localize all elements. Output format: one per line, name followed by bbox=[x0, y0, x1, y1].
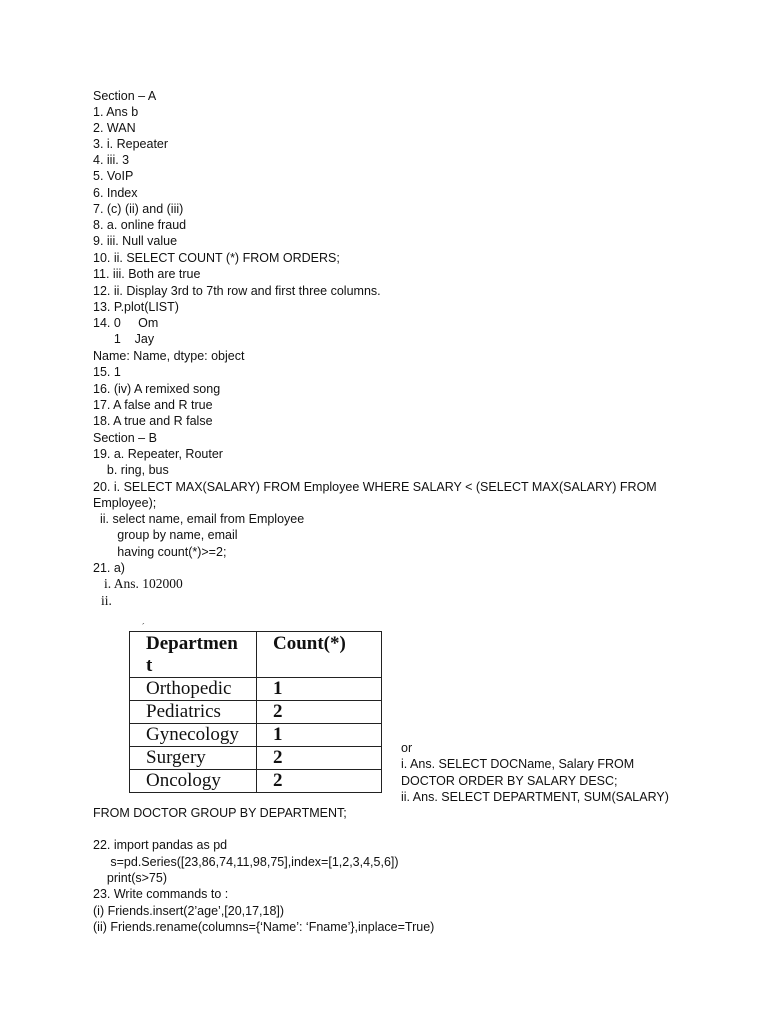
answer-line: having count(*)>=2; bbox=[93, 545, 227, 559]
answer-line: 13. P.plot(LIST) bbox=[93, 300, 179, 314]
answer-line: 17. A false and R true bbox=[93, 398, 213, 412]
department-cell: Oncology bbox=[130, 770, 257, 793]
q22-line: 22. import pandas as pd bbox=[93, 838, 228, 852]
count-cell: 2 bbox=[257, 770, 382, 793]
count-cell: 2 bbox=[257, 747, 382, 770]
answer-line: Name: Name, dtype: object bbox=[93, 349, 245, 363]
table-row bbox=[130, 747, 382, 770]
alt-answer-line: DOCTOR ORDER BY SALARY DESC; bbox=[401, 774, 618, 788]
answer-line: 5. VoIP bbox=[93, 169, 134, 183]
alt-answer-line: ii. Ans. SELECT DEPARTMENT, SUM(SALARY) bbox=[401, 790, 669, 804]
table-row bbox=[130, 770, 382, 793]
answer-line: 1 Jay bbox=[93, 332, 155, 346]
answer-21-ii: ii. bbox=[101, 593, 112, 608]
count-cell: 2 bbox=[257, 701, 382, 724]
alt-answer-line: i. Ans. SELECT DOCName, Salary FROM bbox=[401, 757, 635, 771]
answer-line: 8. a. online fraud bbox=[93, 218, 187, 232]
answer-line: 9. iii. Null value bbox=[93, 234, 178, 248]
department-cell: Gynecology bbox=[130, 724, 257, 747]
answer-line: 4. iii. 3 bbox=[93, 153, 130, 167]
answer-21-i: i. Ans. 102000 bbox=[104, 576, 183, 591]
answer-line: 10. ii. SELECT COUNT (*) FROM ORDERS; bbox=[93, 251, 340, 265]
answer-line: 14. 0 Om bbox=[93, 316, 159, 330]
table-header-row bbox=[130, 632, 382, 678]
header-count: Count(*) bbox=[257, 632, 382, 678]
answer-line: 1. Ans b bbox=[93, 105, 139, 119]
answer-line: 19. a. Repeater, Router bbox=[93, 447, 223, 461]
q23-line: 23. Write commands to : bbox=[93, 887, 229, 901]
count-cell: 1 bbox=[257, 724, 382, 747]
or-label: or bbox=[401, 741, 413, 755]
count-cell: 1 bbox=[257, 678, 382, 701]
answer-line: ii. select name, email from Employee bbox=[93, 512, 305, 526]
q23-line: (ii) Friends.rename(columns={‘Name’: ‘Fname’},inplace=True) bbox=[93, 920, 435, 934]
q22-line: s=pd.Series([23,86,74,11,98,75],index=[1,2,3,4,5,6]) bbox=[93, 855, 399, 869]
answer-line: group by name, email bbox=[93, 528, 238, 542]
table-row bbox=[130, 701, 382, 724]
answer-line: Employee); bbox=[93, 496, 157, 510]
answer-line: 3. i. Repeater bbox=[93, 137, 169, 151]
answer-line: 21. a) bbox=[93, 561, 125, 575]
q23-line: (i) Friends.insert(2’age’,[20,17,18]) bbox=[93, 904, 285, 918]
answer-line: 7. (c) (ii) and (iii) bbox=[93, 202, 184, 216]
answer-line: 15. 1 bbox=[93, 365, 121, 379]
table-row bbox=[130, 724, 382, 747]
table-row bbox=[130, 678, 382, 701]
answer-line: 16. (iv) A remixed song bbox=[93, 382, 221, 396]
stray-mark: ´ bbox=[142, 622, 145, 632]
answer-line: 12. ii. Display 3rd to 7th row and first three columns. bbox=[93, 284, 381, 298]
answer-line: b. ring, bus bbox=[93, 463, 169, 477]
alt-answer-continuation: FROM DOCTOR GROUP BY DEPARTMENT; bbox=[93, 806, 347, 820]
department-count-table bbox=[129, 631, 382, 793]
q22-line: print(s>75) bbox=[93, 871, 167, 885]
header-department: Departmen t bbox=[130, 632, 257, 678]
answer-line: 18. A true and R false bbox=[93, 414, 213, 428]
answer-line: 2. WAN bbox=[93, 121, 136, 135]
department-cell: Pediatrics bbox=[130, 701, 257, 724]
department-cell: Surgery bbox=[130, 747, 257, 770]
answer-line: 6. Index bbox=[93, 186, 138, 200]
section-b-heading: Section – B bbox=[93, 431, 157, 445]
section-a-heading: Section – A bbox=[93, 89, 157, 103]
answer-line: 20. i. SELECT MAX(SALARY) FROM Employee WHERE SALARY < (SELECT MAX(SALARY) FROM bbox=[93, 480, 657, 494]
department-cell: Orthopedic bbox=[130, 678, 257, 701]
answer-line: 11. iii. Both are true bbox=[93, 267, 201, 281]
